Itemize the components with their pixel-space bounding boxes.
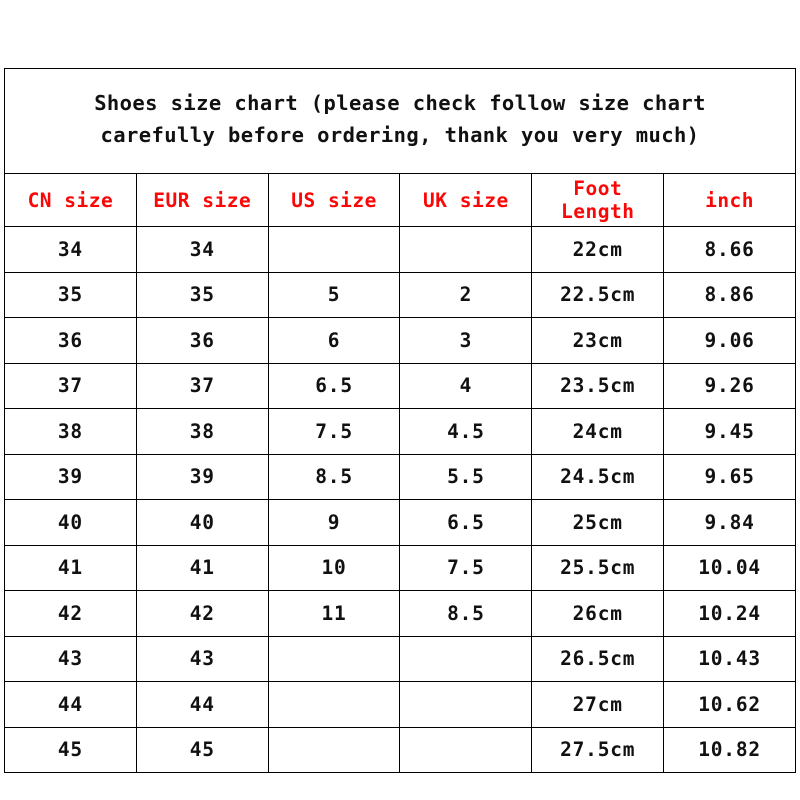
cell-inch: 9.06 xyxy=(664,318,796,364)
cell-cn-size: 38 xyxy=(5,409,137,455)
cell-foot-length: 22cm xyxy=(532,227,664,273)
cell-eur-size: 44 xyxy=(136,682,268,728)
cell-us-size: 7.5 xyxy=(268,409,400,455)
column-header-inch: inch xyxy=(664,174,796,227)
cell-eur-size: 39 xyxy=(136,454,268,500)
cell-foot-length: 24cm xyxy=(532,409,664,455)
cell-us-size xyxy=(268,682,400,728)
cell-inch: 8.66 xyxy=(664,227,796,273)
cell-foot-length: 25cm xyxy=(532,500,664,546)
cell-cn-size: 44 xyxy=(5,682,137,728)
cell-uk-size xyxy=(400,727,532,773)
cell-foot-length: 22.5cm xyxy=(532,272,664,318)
cell-cn-size: 43 xyxy=(5,636,137,682)
table-row xyxy=(5,409,796,455)
cell-us-size: 5 xyxy=(268,272,400,318)
cell-uk-size: 4.5 xyxy=(400,409,532,455)
cell-uk-size: 7.5 xyxy=(400,545,532,591)
cell-eur-size: 37 xyxy=(136,363,268,409)
cell-uk-size: 6.5 xyxy=(400,500,532,546)
cell-cn-size: 39 xyxy=(5,454,137,500)
cell-inch: 9.84 xyxy=(664,500,796,546)
cell-eur-size: 41 xyxy=(136,545,268,591)
cell-foot-length: 27cm xyxy=(532,682,664,728)
cell-uk-size: 2 xyxy=(400,272,532,318)
cell-cn-size: 36 xyxy=(5,318,137,364)
cell-us-size: 10 xyxy=(268,545,400,591)
table-row xyxy=(5,591,796,637)
cell-foot-length: 26.5cm xyxy=(532,636,664,682)
cell-eur-size: 45 xyxy=(136,727,268,773)
cell-inch: 9.65 xyxy=(664,454,796,500)
cell-foot-length: 24.5cm xyxy=(532,454,664,500)
cell-cn-size: 40 xyxy=(5,500,137,546)
cell-foot-length: 23cm xyxy=(532,318,664,364)
cell-inch: 9.26 xyxy=(664,363,796,409)
cell-uk-size: 4 xyxy=(400,363,532,409)
cell-eur-size: 42 xyxy=(136,591,268,637)
table-row xyxy=(5,454,796,500)
cell-cn-size: 45 xyxy=(5,727,137,773)
cell-cn-size: 42 xyxy=(5,591,137,637)
cell-uk-size: 3 xyxy=(400,318,532,364)
cell-uk-size: 8.5 xyxy=(400,591,532,637)
cell-cn-size: 41 xyxy=(5,545,137,591)
table-row xyxy=(5,318,796,364)
cell-inch: 10.04 xyxy=(664,545,796,591)
table-row xyxy=(5,682,796,728)
cell-us-size xyxy=(268,227,400,273)
cell-eur-size: 35 xyxy=(136,272,268,318)
cell-inch: 10.62 xyxy=(664,682,796,728)
cell-inch: 9.45 xyxy=(664,409,796,455)
table-row xyxy=(5,545,796,591)
cell-us-size: 8.5 xyxy=(268,454,400,500)
column-header-cn-size: CN size xyxy=(5,174,137,227)
column-header-uk-size: UK size xyxy=(400,174,532,227)
cell-cn-size: 34 xyxy=(5,227,137,273)
column-header-foot-length: Foot Length xyxy=(532,174,664,227)
cell-eur-size: 43 xyxy=(136,636,268,682)
chart-title-line-2: carefully before ordering, thank you very much) xyxy=(100,123,700,147)
cell-uk-size xyxy=(400,682,532,728)
shoe-size-table xyxy=(4,68,796,773)
cell-foot-length: 25.5cm xyxy=(532,545,664,591)
cell-eur-size: 36 xyxy=(136,318,268,364)
cell-eur-size: 34 xyxy=(136,227,268,273)
table-row xyxy=(5,500,796,546)
table-row xyxy=(5,636,796,682)
cell-cn-size: 37 xyxy=(5,363,137,409)
cell-us-size xyxy=(268,636,400,682)
cell-us-size: 11 xyxy=(268,591,400,637)
chart-title-line-1: Shoes size chart (please check follow size chart xyxy=(94,91,706,116)
cell-us-size: 9 xyxy=(268,500,400,546)
cell-eur-size: 40 xyxy=(136,500,268,546)
cell-inch: 10.43 xyxy=(664,636,796,682)
cell-us-size: 6.5 xyxy=(268,363,400,409)
cell-us-size: 6 xyxy=(268,318,400,364)
cell-inch: 10.82 xyxy=(664,727,796,773)
chart-title xyxy=(5,69,796,174)
cell-foot-length: 27.5cm xyxy=(532,727,664,773)
cell-cn-size: 35 xyxy=(5,272,137,318)
table-row xyxy=(5,272,796,318)
table-row xyxy=(5,727,796,773)
column-header-eur-size: EUR size xyxy=(136,174,268,227)
cell-foot-length: 23.5cm xyxy=(532,363,664,409)
cell-inch: 8.86 xyxy=(664,272,796,318)
cell-uk-size: 5.5 xyxy=(400,454,532,500)
title-row xyxy=(5,69,796,174)
cell-uk-size xyxy=(400,227,532,273)
table-row xyxy=(5,227,796,273)
size-chart-container xyxy=(4,68,796,773)
cell-foot-length: 26cm xyxy=(532,591,664,637)
cell-uk-size xyxy=(400,636,532,682)
column-header-us-size: US size xyxy=(268,174,400,227)
cell-us-size xyxy=(268,727,400,773)
cell-eur-size: 38 xyxy=(136,409,268,455)
cell-inch: 10.24 xyxy=(664,591,796,637)
table-header-row xyxy=(5,174,796,227)
table-row xyxy=(5,363,796,409)
